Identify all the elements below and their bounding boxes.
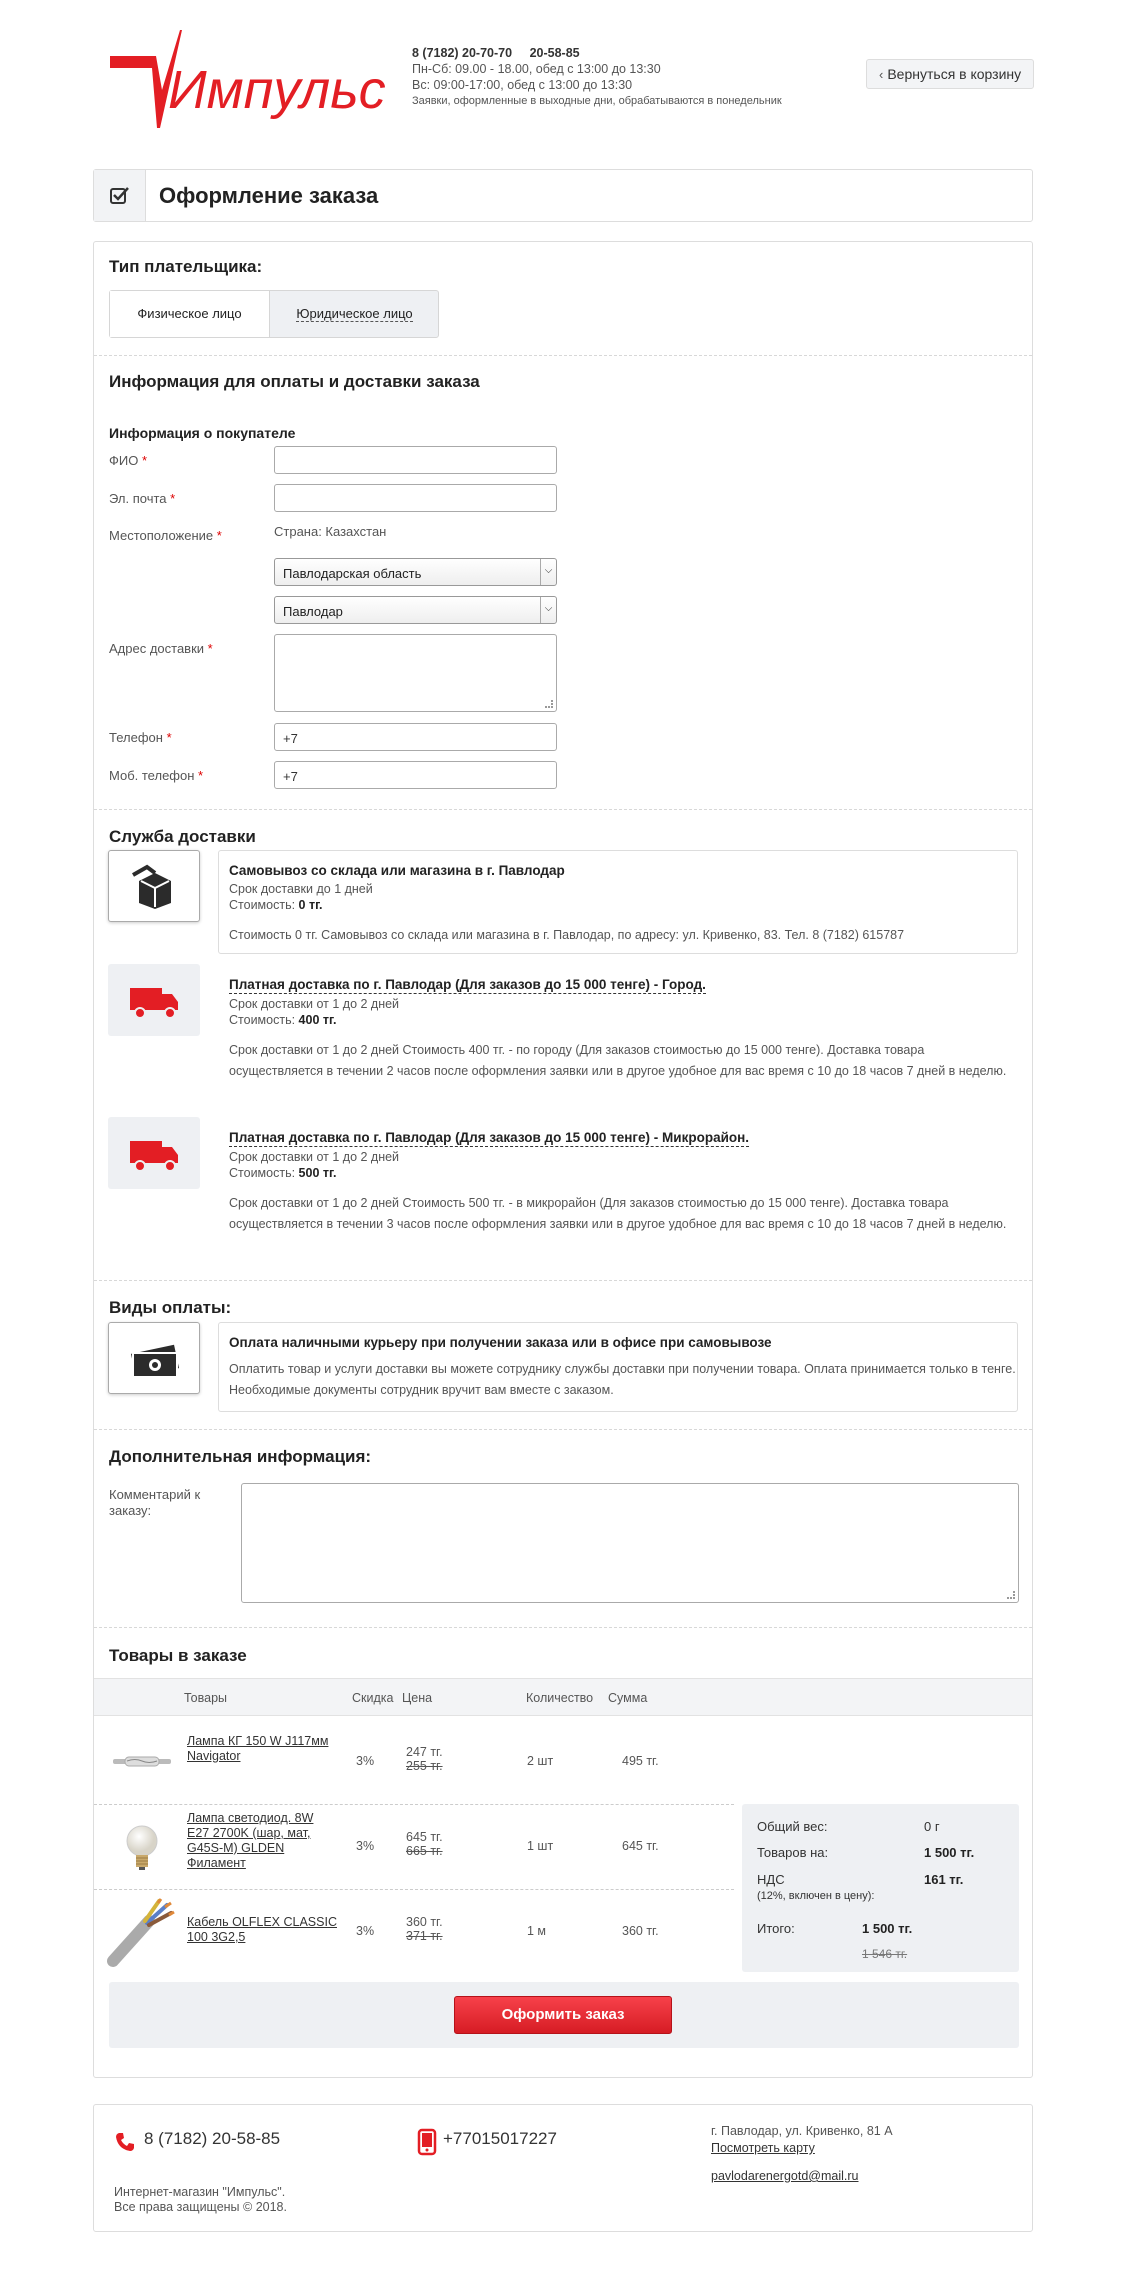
checkbox-icon-container: [94, 170, 146, 221]
page-title-box: [93, 169, 1033, 222]
total-value: 1 500 тг.: [862, 1921, 913, 1936]
payer-type-title: Тип плательщика:: [109, 257, 263, 276]
footer-mobile[interactable]: +77015017227: [443, 2129, 557, 2148]
row-discount: 3%: [356, 1754, 375, 1768]
row-sum: 360 тг.: [622, 1924, 659, 1938]
country-text: Страна: Казахстан: [274, 524, 387, 539]
hours-sunday: Вс: 09:00-17:00, обед с 13:00 до 13:30: [412, 78, 633, 92]
resize-grip-icon[interactable]: [545, 700, 553, 708]
extra-info-title: Дополнительная информация:: [109, 1447, 372, 1466]
delivery-term: Срок доставки до 1 дней: [229, 882, 373, 896]
header-note: Заявки, оформленные в выходные дни, обрабатываются в понедельник: [412, 95, 782, 107]
billing-title: Информация для оплаты и доставки заказа: [109, 372, 480, 391]
delivery-option-city[interactable]: [108, 964, 200, 1036]
product-link[interactable]: Лампа КГ 150 W J117мм Navigator: [187, 1734, 329, 1763]
col-discount: Скидка: [352, 1691, 394, 1705]
delivery-cost: Стоимость: 500 тг.: [229, 1166, 337, 1180]
truck-icon: [108, 1117, 200, 1189]
footer-address: г. Павлодар, ул. Кривенко, 81 А: [711, 2124, 893, 2138]
payer-type-individual[interactable]: Физическое лицо: [110, 291, 270, 337]
footer: [93, 2104, 1033, 2232]
email-input[interactable]: [274, 484, 557, 512]
city-select[interactable]: [274, 596, 557, 624]
total-old-value: 1 546 тг.: [862, 1947, 908, 1961]
goods-total-value: 1 500 тг.: [924, 1845, 975, 1860]
back-to-cart-label: Вернуться в корзину: [887, 66, 1022, 82]
checkout-panel: [93, 241, 1033, 2078]
row-discount: 3%: [356, 1839, 375, 1853]
col-sum: Сумма: [608, 1691, 648, 1705]
product-image-halogen[interactable]: [109, 1729, 175, 1795]
cable-icon: [109, 1899, 175, 1965]
payment-desc: Оплатить товар и услуги доставки вы можете сотруднику службы доставки при получении товара. Оплата принимается только в тенге. Необходимые документы сотрудник вручит вам вместе с заказом.: [229, 1362, 1016, 1397]
delivery-term: Срок доставки от 1 до 2 дней: [229, 997, 400, 1011]
vat-note: (12%, включен в цену):: [757, 1890, 875, 1902]
region-select-value: Павлодарская область: [283, 566, 422, 581]
vat-label: НДС: [757, 1872, 785, 1887]
goods-total-label: Товаров на:: [757, 1845, 829, 1860]
footer-email[interactable]: pavlodarenergotd@mail.ru: [711, 2169, 859, 2183]
chevron-left-icon: ‹: [879, 67, 884, 82]
phone-icon: [114, 2131, 136, 2153]
product-image-cable[interactable]: [109, 1899, 175, 1965]
product-link[interactable]: Кабель OLFLEX CLASSIC 100 3G2,5: [187, 1915, 337, 1944]
mobile-input[interactable]: +7: [274, 761, 557, 789]
location-label: Местоположение *: [109, 528, 222, 543]
row-qty: 2 шт: [527, 1754, 554, 1768]
goods-table-header: [94, 1678, 1032, 1716]
hours-weekdays: Пн-Сб: 09.00 - 18.00, обед с 13:00 до 13:30: [412, 62, 661, 76]
delivery-desc: Срок доставки от 1 до 2 дней Стоимость 400 тг. - по городу (Для заказов стоимостью до 15 000 тенге). Доставка товара осуществляется в течении 2 часов после оформления заявки или в другое удобное для вас время с 10 до 18 часов 7 дней в неделю.: [229, 1043, 1007, 1078]
divider: [94, 1627, 1032, 1628]
region-select[interactable]: [274, 558, 557, 586]
row-sum: 645 тг.: [622, 1839, 659, 1853]
goods-title: Товары в заказе: [109, 1646, 247, 1665]
cash-icon: [109, 1323, 201, 1395]
row-qty: 1 шт: [527, 1839, 554, 1853]
place-order-button[interactable]: Оформить заказ: [454, 1996, 672, 2034]
delivery-desc: Стоимость 0 тг. Самовывоз со склада или магазина в г. Павлодар, по адресу: ул. Кривенко, 83. Тел. 8 (7182) 615787: [229, 928, 905, 942]
logo-text: Импульс: [168, 60, 386, 120]
header-contacts: [412, 45, 812, 109]
weight-label: Общий вес:: [757, 1819, 828, 1834]
payer-type-legal[interactable]: [271, 291, 438, 337]
email-label: Эл. почта *: [109, 491, 176, 506]
product-image-led[interactable]: [109, 1814, 175, 1880]
row-price: 645 тг. 665 тг.: [406, 1830, 443, 1858]
header-phones: [412, 45, 812, 61]
row-price: 247 тг. 255 тг.: [406, 1745, 443, 1773]
logo[interactable]: [110, 28, 386, 133]
row-old-price: 665 тг.: [406, 1844, 443, 1858]
table-row: [94, 1720, 734, 1804]
payment-title: Виды оплаты:: [109, 1298, 232, 1317]
payer-type-legal-label: Юридическое лицо: [296, 306, 413, 321]
page-title: Оформление заказа: [159, 183, 379, 208]
row-old-price: 371 тг.: [406, 1929, 443, 1943]
col-goods: Товары: [184, 1691, 227, 1705]
delivery-desc: Срок доставки от 1 до 2 дней Стоимость 500 тг. - в микрорайон (Для заказов стоимостью до 15 000 тенге). Доставка товара осуществляется в течении 3 часов после оформления заявки или в другое удобное для вас время с 10 до 18 часов 7 дней в неделю.: [229, 1196, 1007, 1231]
back-to-cart-button[interactable]: [866, 59, 1034, 89]
header: [0, 0, 1126, 150]
header-phone-1[interactable]: 8 (7182) 20-70-70: [412, 46, 513, 60]
phone-label: Телефон *: [109, 730, 172, 745]
order-totals: [742, 1804, 1019, 1972]
delivery-title: Служба доставки: [109, 827, 256, 846]
truck-icon: [108, 964, 200, 1036]
total-label: Итого:: [757, 1921, 795, 1936]
delivery-term: Срок доставки от 1 до 2 дней: [229, 1150, 400, 1164]
weight-value: 0 г: [924, 1819, 940, 1834]
row-old-price: 255 тг.: [406, 1759, 443, 1773]
delivery-option-pickup[interactable]: [108, 850, 200, 922]
product-link[interactable]: Лампа светодиод. 8W E27 2700K (шар, мат, G45S-M) GLDEN Филамент: [187, 1811, 314, 1870]
vat-value: 161 тг.: [924, 1872, 964, 1887]
city-select-value: Павлодар: [283, 604, 343, 619]
delivery-cost: Стоимость: 0 тг.: [229, 898, 323, 912]
resize-grip-icon[interactable]: [1007, 1591, 1015, 1599]
comment-textarea[interactable]: [241, 1483, 1019, 1603]
order-button-area: [109, 1982, 1019, 2048]
row-qty: 1 м: [527, 1924, 547, 1938]
divider: [94, 355, 1032, 356]
col-price: Цена: [402, 1691, 433, 1705]
col-quantity: Количество: [526, 1691, 594, 1705]
delivery-option-district[interactable]: [108, 1117, 200, 1189]
mobile-phone-icon: [418, 2129, 436, 2155]
payer-type-switch: [109, 290, 439, 338]
payment-name: Оплата наличными курьеру при получении заказа или в офисе при самовывозе: [229, 1335, 772, 1350]
footer-phone[interactable]: 8 (7182) 20-58-85: [144, 2129, 281, 2148]
box-icon: [109, 851, 201, 923]
payment-option-cash[interactable]: [108, 1322, 200, 1394]
delivery-name: Самовывоз со склада или магазина в г. Павлодар: [229, 863, 565, 878]
chevron-down-icon: ⌵: [540, 559, 556, 585]
buyer-info-subtitle: Информация о покупателе: [109, 425, 296, 441]
halogen-lamp-icon: [109, 1729, 175, 1795]
fio-input[interactable]: [274, 446, 557, 474]
address-label: Адрес доставки *: [109, 641, 213, 656]
row-discount: 3%: [356, 1924, 375, 1938]
table-row: [94, 1890, 734, 1974]
divider: [94, 1429, 1032, 1430]
divider: [94, 1280, 1032, 1281]
checked-square-icon: [110, 185, 130, 205]
delivery-name[interactable]: Платная доставка по г. Павлодар (Для заказов до 15 000 тенге) - Микрорайон.: [229, 1130, 750, 1145]
divider: [94, 809, 1032, 810]
delivery-info-city: [229, 977, 1019, 1082]
bulb-icon: [109, 1814, 175, 1880]
row-sum: 495 тг.: [622, 1754, 659, 1768]
delivery-name[interactable]: Платная доставка по г. Павлодар (Для заказов до 15 000 тенге) - Город.: [229, 977, 706, 992]
delivery-cost: Стоимость: 400 тг.: [229, 1013, 337, 1027]
logo-mark-icon: [110, 28, 386, 133]
address-textarea[interactable]: [274, 634, 557, 712]
map-link[interactable]: Посмотреть карту: [711, 2141, 815, 2155]
mobile-label: Моб. телефон *: [109, 768, 204, 783]
delivery-info-district: [229, 1130, 1019, 1235]
comment-label: Комментарий к заказу:: [109, 1487, 201, 1518]
row-price: 360 тг. 371 тг.: [406, 1915, 443, 1943]
delivery-info-pickup: [229, 863, 1019, 946]
chevron-down-icon: ⌵: [540, 597, 556, 623]
copyright-line-2: Все права защищены © 2018.: [114, 2200, 287, 2214]
fio-label: ФИО *: [109, 453, 148, 468]
phone-input[interactable]: +7: [274, 723, 557, 751]
header-phone-2[interactable]: 20-58-85: [529, 46, 580, 60]
payment-info-cash: [229, 1335, 1019, 1401]
table-row: [94, 1805, 734, 1889]
copyright-line-1: Интернет-магазин "Импульс".: [114, 2185, 286, 2199]
